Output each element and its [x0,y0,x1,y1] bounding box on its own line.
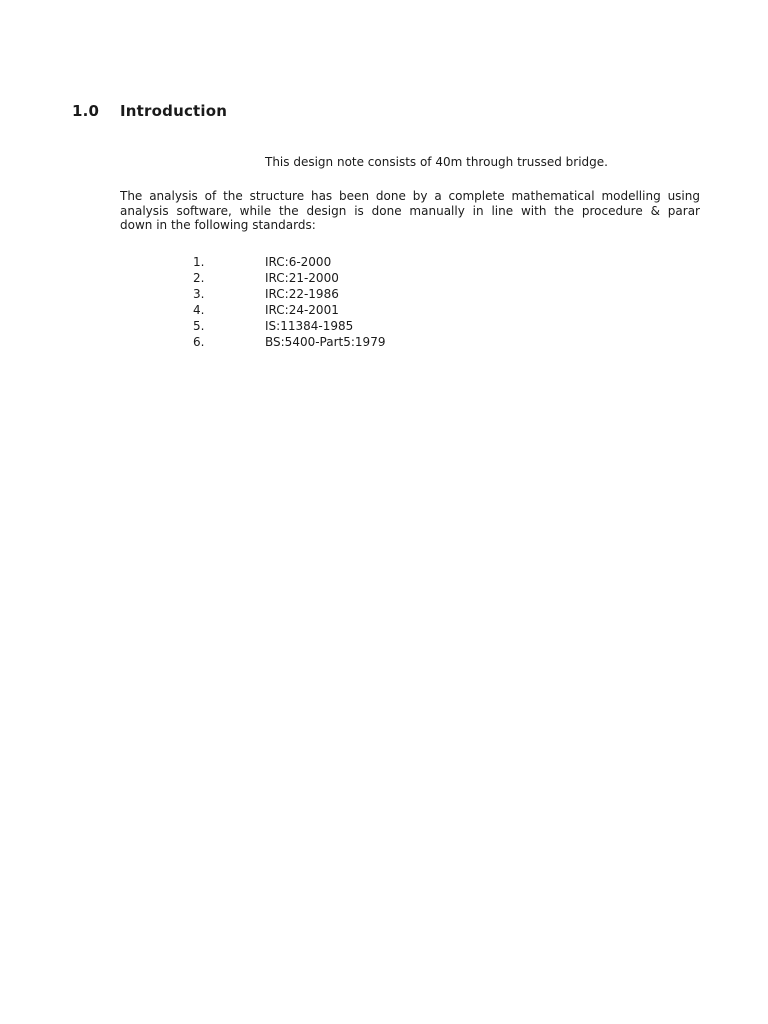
intro-sentence: This design note consists of 40m through trussed bridge. [265,155,608,169]
list-item [193,254,385,270]
section-heading [72,102,227,120]
list-item-code: IRC:22-1986 [265,287,339,301]
paragraph-line-3: down in the following standards: [120,218,316,232]
paragraph-line-1: The analysis of the structure has been done by a complete mathematical modelling using [120,189,700,203]
section-number: 1.0 [72,102,100,120]
list-item-index: 6. [193,335,205,349]
list-item-code: BS:5400-Part5:1979 [265,335,386,349]
standards-list [193,254,385,350]
list-item-code: IRC:21-2000 [265,271,339,285]
analysis-paragraph [120,189,700,233]
paragraph-line-2: analysis software, while the design is done manually in line with the procedure & parar [120,203,700,218]
list-item [193,302,385,318]
list-item [193,270,385,286]
list-item-code: IS:11384-1985 [265,319,354,333]
list-item-index: 5. [193,319,205,333]
list-item-index: 3. [193,287,205,301]
section-title: Introduction [120,102,228,120]
list-item-code: IRC:24-2001 [265,303,339,317]
list-item [193,318,385,334]
list-item [193,334,385,350]
list-item-index: 4. [193,303,205,317]
list-item [193,286,385,302]
list-item-index: 2. [193,271,205,285]
list-item-code: IRC:6-2000 [265,255,332,269]
list-item-index: 1. [193,255,205,269]
